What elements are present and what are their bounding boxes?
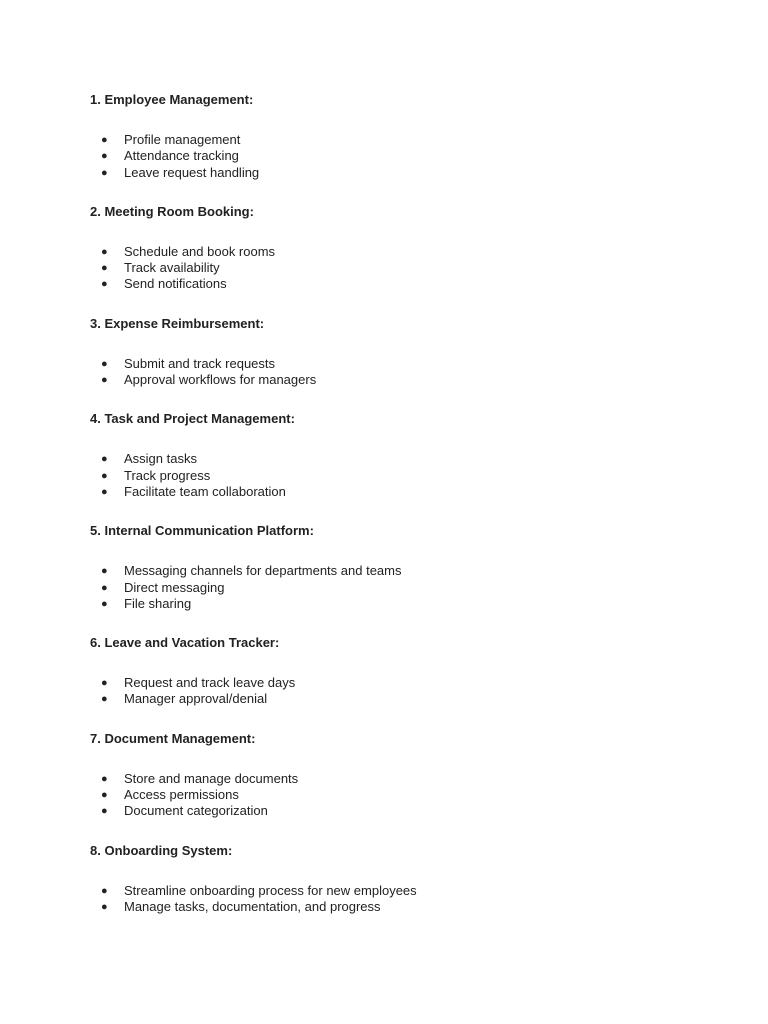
- bullet-list: [90, 451, 730, 500]
- list-item: [90, 468, 730, 484]
- list-item: [90, 691, 730, 707]
- section-heading: 2. Meeting Room Booking:: [90, 203, 254, 219]
- list-item: [90, 260, 730, 276]
- bullet-icon: ●: [101, 166, 108, 179]
- list-item-text: Send notifications: [124, 276, 227, 292]
- bullet-list: [90, 356, 730, 389]
- list-item-text: Manager approval/denial: [124, 691, 268, 707]
- list-item: [90, 244, 730, 260]
- bullet-icon: ●: [101, 453, 108, 466]
- list-item: [90, 771, 730, 787]
- bullet-list: [90, 132, 730, 181]
- bullet-icon: ●: [101, 805, 108, 818]
- list-item-text: Request and track leave days: [124, 675, 296, 691]
- bullet-icon: ●: [101, 693, 108, 706]
- section-spacer: [90, 181, 730, 204]
- bullet-icon: ●: [101, 134, 108, 146]
- bullet-icon: ●: [101, 469, 108, 482]
- section-heading: 3. Expense Reimbursement:: [90, 315, 265, 331]
- list-item-text: Facilitate team collaboration: [124, 483, 286, 499]
- list-item-text: Streamline onboarding process for new employees: [124, 882, 417, 898]
- list-item-text: Access permissions: [124, 787, 239, 803]
- list-item: [90, 899, 730, 915]
- section-4: [90, 411, 730, 523]
- section-spacer: [90, 820, 730, 843]
- bullet-icon: ●: [101, 772, 108, 785]
- bullet-icon: ●: [101, 789, 108, 802]
- bullet-icon: ●: [101, 485, 108, 498]
- bullet-list: [90, 771, 730, 820]
- bullet-list: [90, 675, 730, 708]
- document-body: [90, 92, 730, 915]
- section-heading: 5. Internal Communication Platform:: [90, 523, 314, 539]
- section-2: [90, 204, 730, 316]
- bullet-icon: ●: [101, 262, 108, 275]
- section-heading: 1. Employee Management:: [90, 92, 254, 107]
- section-spacer: [90, 388, 730, 411]
- list-item: [90, 372, 730, 388]
- bullet-icon: ●: [101, 581, 108, 594]
- list-item: [90, 787, 730, 803]
- bullet-icon: ●: [101, 884, 108, 897]
- bullet-icon: ●: [101, 357, 108, 370]
- bullet-list: [90, 244, 730, 293]
- section-8: [90, 843, 730, 916]
- list-item-text: Track availability: [124, 260, 220, 276]
- list-item-text: Leave request handling: [124, 164, 260, 180]
- bullet-icon: ●: [101, 150, 108, 163]
- bullet-icon: ●: [101, 597, 108, 610]
- list-item-text: Profile management: [124, 132, 241, 147]
- bullet-icon: ●: [101, 565, 108, 578]
- section-heading: 8. Onboarding System:: [90, 842, 233, 858]
- list-item-text: Document categorization: [124, 803, 268, 819]
- section-heading: 4. Task and Project Management:: [90, 411, 295, 427]
- list-item-text: Messaging channels for departments and teams: [124, 563, 402, 579]
- list-item: [90, 596, 730, 612]
- section-spacer: [90, 500, 730, 523]
- list-item: [90, 132, 730, 148]
- list-item-text: Assign tasks: [124, 451, 197, 467]
- list-item-text: Direct messaging: [124, 579, 225, 595]
- list-item: [90, 484, 730, 500]
- list-item-text: File sharing: [124, 595, 192, 611]
- bullet-list: [90, 563, 730, 612]
- bullet-icon: ●: [101, 900, 108, 913]
- list-item: [90, 276, 730, 292]
- list-item: [90, 165, 730, 181]
- section-spacer: [90, 612, 730, 635]
- list-item: [90, 356, 730, 372]
- list-item-text: Track progress: [124, 467, 211, 483]
- list-item-text: Attendance tracking: [124, 148, 239, 164]
- section-7: [90, 731, 730, 843]
- section-spacer: [90, 708, 730, 731]
- bullet-icon: ●: [101, 245, 108, 258]
- list-item: [90, 451, 730, 467]
- section-spacer: [90, 293, 730, 316]
- section-5: [90, 523, 730, 635]
- list-item-text: Approval workflows for managers: [124, 372, 317, 388]
- bullet-list: [90, 883, 730, 916]
- list-item-text: Submit and track requests: [124, 355, 276, 371]
- list-item: [90, 148, 730, 164]
- list-item-text: Store and manage documents: [124, 770, 299, 786]
- list-item: [90, 883, 730, 899]
- bullet-icon: ●: [101, 278, 108, 291]
- list-item-text: Schedule and book rooms: [124, 243, 276, 259]
- list-item-text: Manage tasks, documentation, and progress: [124, 898, 381, 914]
- section-6: [90, 635, 730, 731]
- list-item: [90, 563, 730, 579]
- section-heading: 7. Document Management:: [90, 730, 256, 746]
- list-item: [90, 580, 730, 596]
- list-item: [90, 803, 730, 819]
- section-3: [90, 316, 730, 412]
- bullet-icon: ●: [101, 374, 108, 387]
- section-heading: 6. Leave and Vacation Tracker:: [90, 635, 280, 651]
- list-item: [90, 675, 730, 691]
- bullet-icon: ●: [101, 677, 108, 690]
- section-1: [90, 92, 730, 204]
